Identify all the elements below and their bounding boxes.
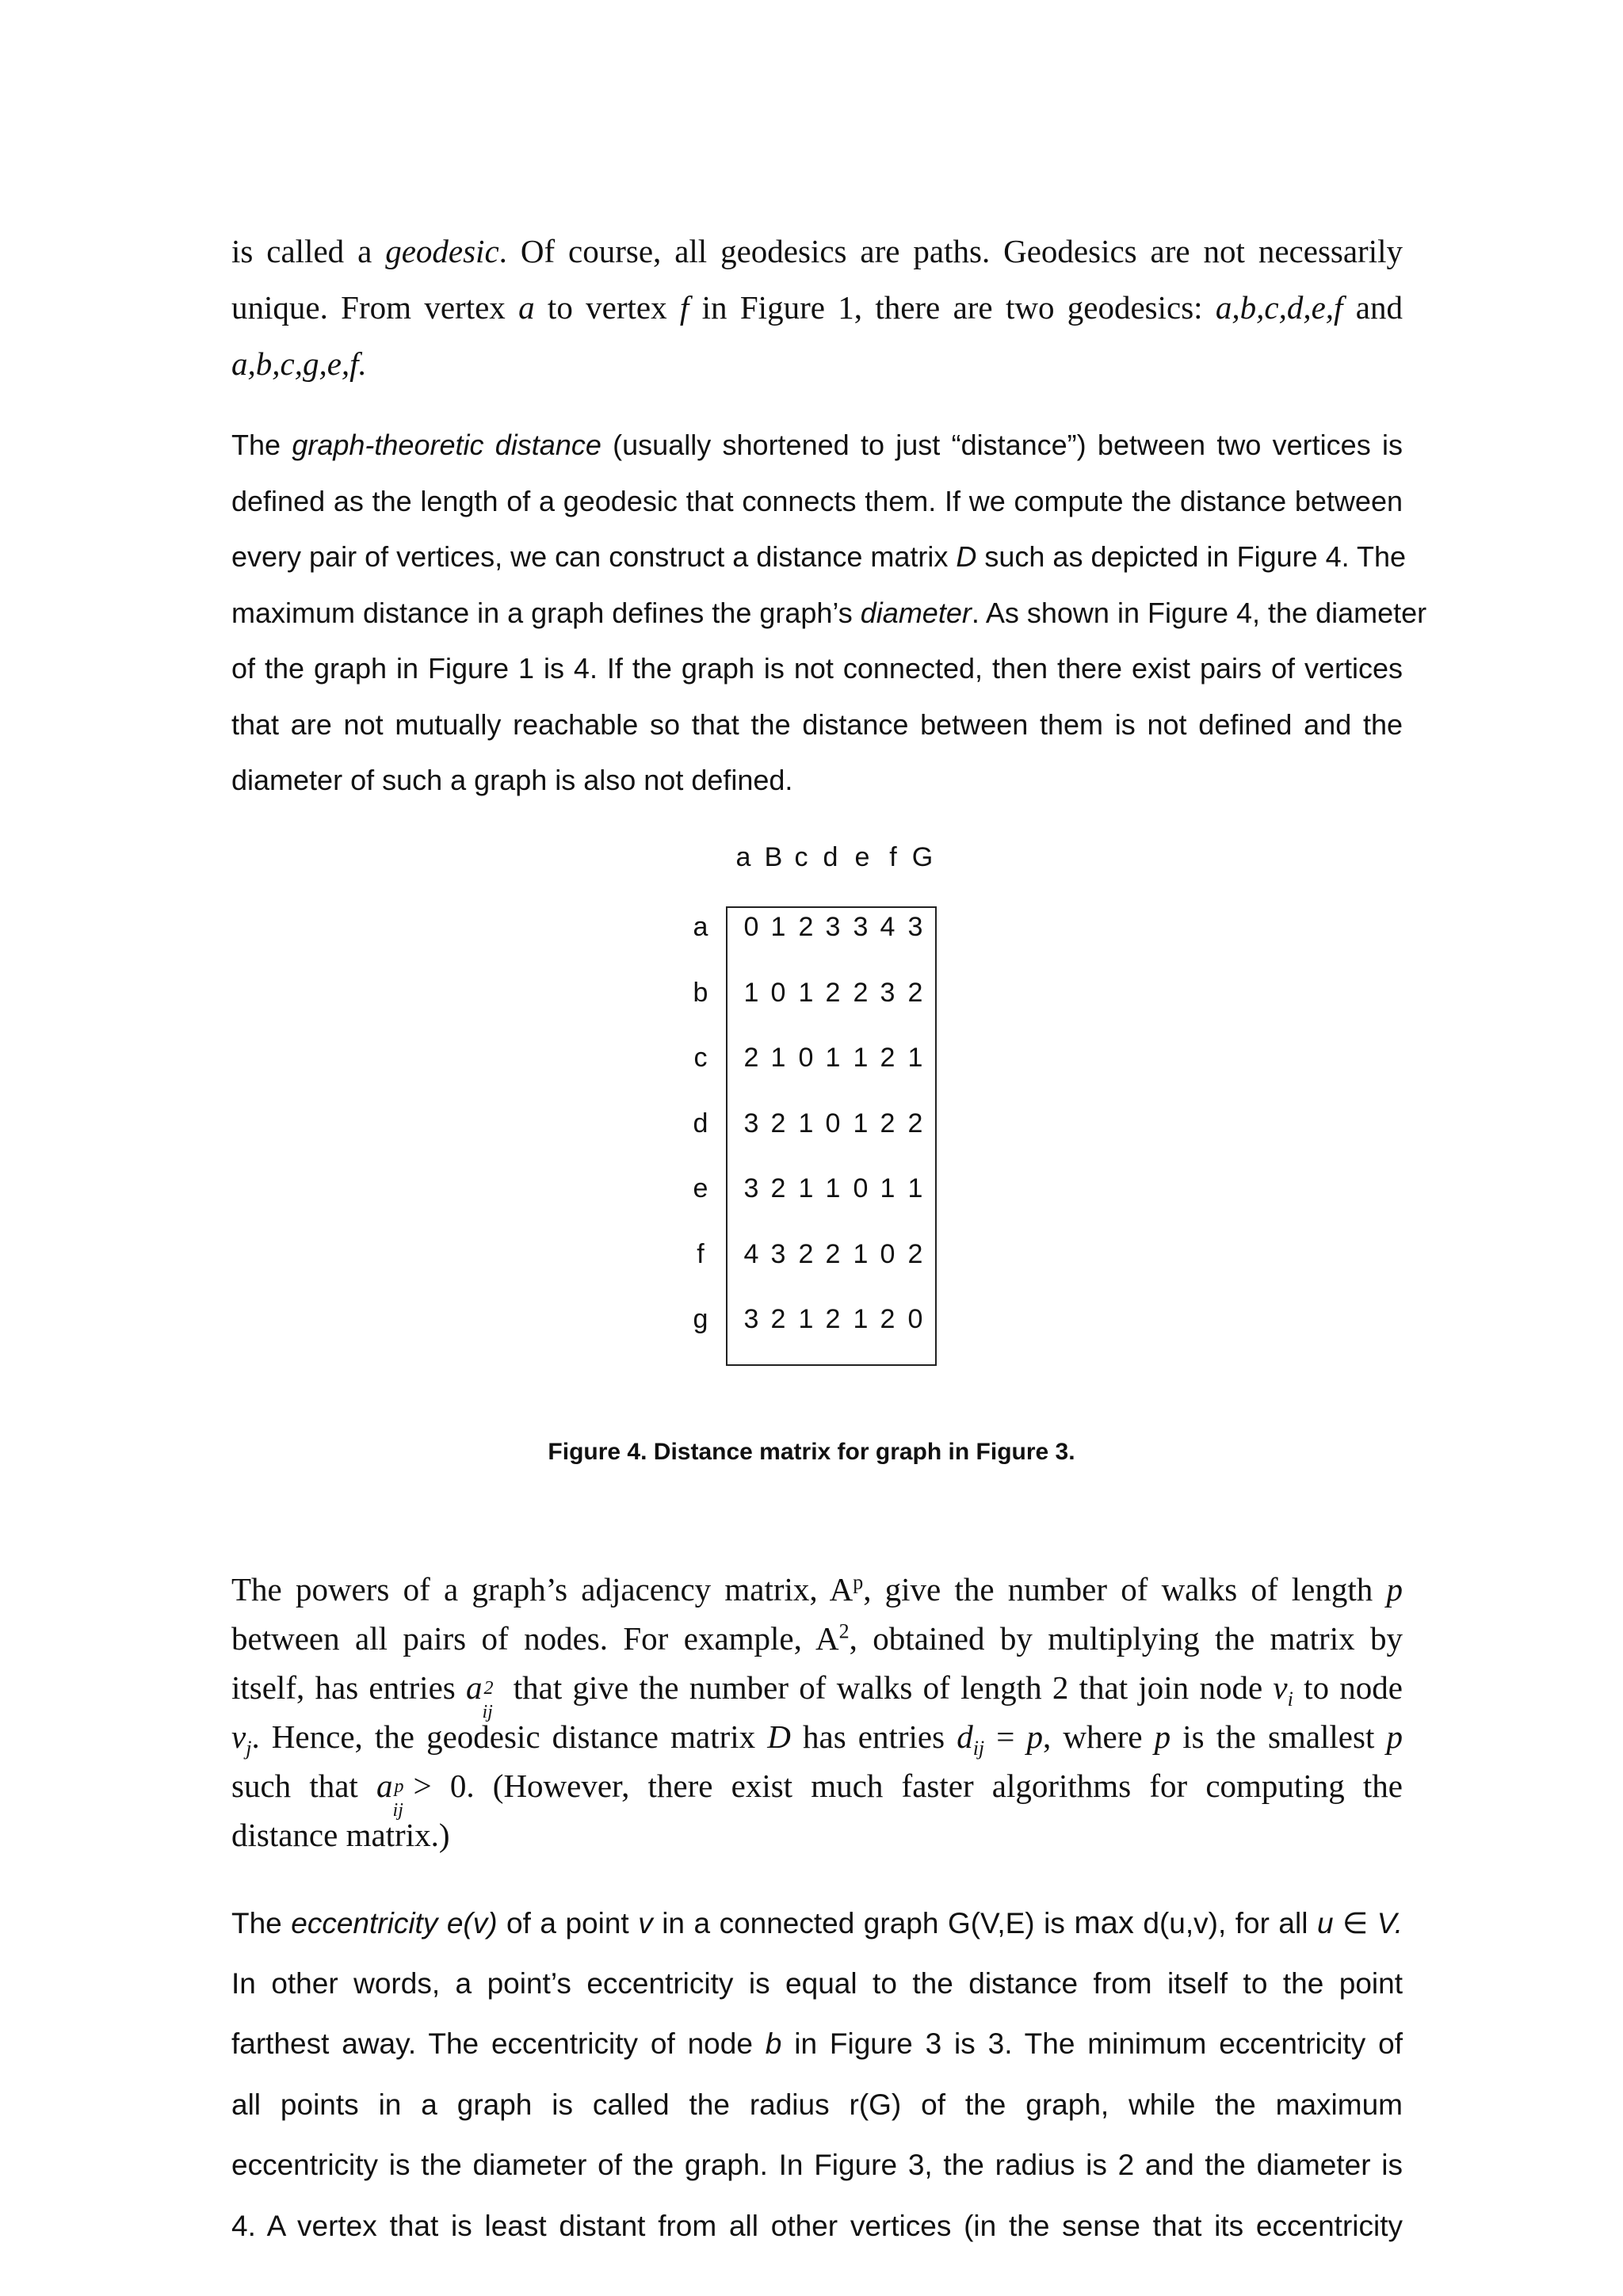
matrix-cell: 3 (880, 977, 896, 1008)
text-line: all points in a graph is called the radius r(G) of the graph, while the maximum (231, 2088, 1403, 2121)
text-line: unique. From vertex a to vertex f in Figure 1, there are two geodesics: a,b,c,d,e,f and (231, 289, 1403, 326)
text-line: The powers of a graph’s adjacency matrix, $A^p$, give the number of walks of length p (231, 1570, 1403, 1608)
matrix-cell: 2 (825, 977, 841, 1008)
text-line: of the graph in Figure 1 is 4. If the graph is not connected, then there exist pairs of vertices (231, 652, 1403, 685)
matrix-cell: 2 (853, 977, 869, 1008)
matrix-cell: 1 (798, 1173, 814, 1203)
matrix-cell: 1 (853, 1304, 869, 1334)
text-line: $v_j$. Hence, the geodesic distance matrix D has entries $d_{ij} = p$, where p is the smallest p (231, 1718, 1403, 1760)
text-line: every pair of vertices, we can construct a distance matrix D such as depicted in Figure 4. The (231, 540, 1407, 573)
text-line: between all pairs of nodes. For example, $A^2$, obtained by multiplying the matrix by (231, 1619, 1403, 1657)
figure-caption: Figure 4. Distance matrix for graph in Figure 3. (548, 1439, 1075, 1465)
matrix-cell: 1 (907, 1173, 923, 1203)
paragraph-adjacency-powers (231, 1565, 1403, 1859)
matrix-cell: 2 (798, 1238, 814, 1269)
matrix-cell: 3 (743, 1108, 759, 1138)
matrix-column-header: f (889, 842, 897, 872)
text-line: a,b,c,g,e,f. (231, 345, 367, 382)
matrix-cell: 1 (798, 1304, 814, 1334)
matrix-cell: 2 (770, 1173, 786, 1203)
matrix-cell: 0 (743, 912, 759, 942)
matrix-cell: 1 (743, 977, 759, 1008)
matrix-cell: 1 (853, 1043, 869, 1073)
matrix-cell: 1 (853, 1108, 869, 1138)
matrix-cell: 1 (825, 1173, 841, 1203)
matrix-cell: 4 (880, 912, 896, 942)
text-line: is called a geodesic. Of course, all geodesics are paths. Geodesics are not necessarily (231, 233, 1403, 269)
matrix-cell: 2 (825, 1238, 841, 1269)
matrix-cell: 2 (880, 1043, 896, 1073)
matrix-cell: 2 (743, 1043, 759, 1073)
matrix-column-header: d (823, 842, 838, 872)
matrix-cell: 1 (770, 912, 786, 942)
matrix-cell: 1 (853, 1238, 869, 1269)
paragraph-eccentricity (231, 1893, 1403, 2256)
text-line: eccentricity is the diameter of the graph. In Figure 3, the radius is 2 and the diameter is (231, 2149, 1403, 2181)
text-line: The graph-theoretic distance (usually shortened to just “distance”) between two vertices is (231, 429, 1403, 461)
text-line: farthest away. The eccentricity of node b in Figure 3 is 3. The minimum eccentricity of (231, 2027, 1403, 2060)
matrix-cell: 3 (853, 912, 869, 942)
matrix-cell: 2 (798, 912, 814, 942)
matrix-cell: 1 (770, 1043, 786, 1073)
text-line: itself, has entries a 2 ij that give the number of walks of length 2 that join node $v_i$ to node (231, 1669, 1403, 1722)
matrix-row-label: a (693, 912, 708, 942)
matrix-cell: 0 (907, 1304, 923, 1334)
matrix-cell: 2 (880, 1108, 896, 1138)
matrix-cell: 2 (880, 1304, 896, 1334)
matrix-column-header: a (735, 842, 751, 872)
matrix-row-label: f (697, 1238, 705, 1269)
matrix-row-label: g (693, 1304, 708, 1334)
text-line: defined as the length of a geodesic that connects them. If we compute the distance between (231, 484, 1403, 517)
text-line: that are not mutually reachable so that the distance between them is not defined and the (231, 707, 1403, 741)
matrix-cell: 3 (907, 912, 923, 942)
matrix-cell: 3 (743, 1304, 759, 1334)
matrix-column-header: c (794, 842, 808, 872)
text-line: such that a p ij > 0. (However, there exist much faster algorithms for computing the (231, 1768, 1403, 1821)
matrix-cell: 0 (880, 1238, 896, 1269)
matrix-cell: 0 (825, 1108, 841, 1138)
matrix-cell: 2 (770, 1108, 786, 1138)
matrix-cell: 2 (907, 1108, 923, 1138)
matrix-cell: 2 (770, 1304, 786, 1334)
matrix-column-header: G (911, 842, 934, 872)
matrix-row-label: d (693, 1108, 708, 1138)
matrix-row-label: b (693, 977, 708, 1008)
paragraph-graph-distance (231, 418, 1427, 809)
matrix-column-header: e (854, 842, 870, 872)
matrix-cell: 1 (798, 1108, 814, 1138)
matrix-cell: 0 (770, 977, 786, 1008)
matrix-cell: 1 (798, 977, 814, 1008)
text-line: diameter of such a graph is also not defined. (231, 764, 793, 796)
text-line: The eccentricity e(v) of a point v in a connected graph G(V,E) is max d(u,v), for all u ∈ V. (231, 1905, 1403, 1940)
matrix-row-label: c (693, 1043, 708, 1073)
text-line: distance matrix.) (231, 1817, 450, 1853)
matrix-cell: 1 (825, 1043, 841, 1073)
paragraph-geodesic (231, 223, 1403, 392)
matrix-cell: 4 (743, 1238, 759, 1269)
matrix-cell: 0 (798, 1043, 814, 1073)
text-line: In other words, a point’s eccentricity is equal to the distance from itself to the point (231, 1966, 1403, 2000)
matrix-cell: 3 (743, 1173, 759, 1203)
text-line: maximum distance in a graph defines the graph’s diameter. As shown in Figure 4, the diameter (231, 596, 1427, 629)
matrix-column-header: B (764, 842, 783, 872)
matrix-cell: 2 (907, 977, 923, 1008)
matrix-cell: 3 (825, 912, 841, 942)
matrix-cell: 2 (907, 1238, 923, 1269)
matrix-cell: 1 (907, 1043, 923, 1073)
matrix-cell: 0 (853, 1173, 869, 1203)
matrix-cell: 3 (770, 1238, 786, 1269)
matrix-cell: 1 (880, 1173, 896, 1203)
matrix-cell: 2 (825, 1304, 841, 1334)
matrix-border (726, 906, 937, 1366)
matrix-row-label: e (693, 1173, 708, 1203)
text-line: 4. A vertex that is least distant from all other vertices (in the sense that its eccentricity (231, 2209, 1403, 2242)
